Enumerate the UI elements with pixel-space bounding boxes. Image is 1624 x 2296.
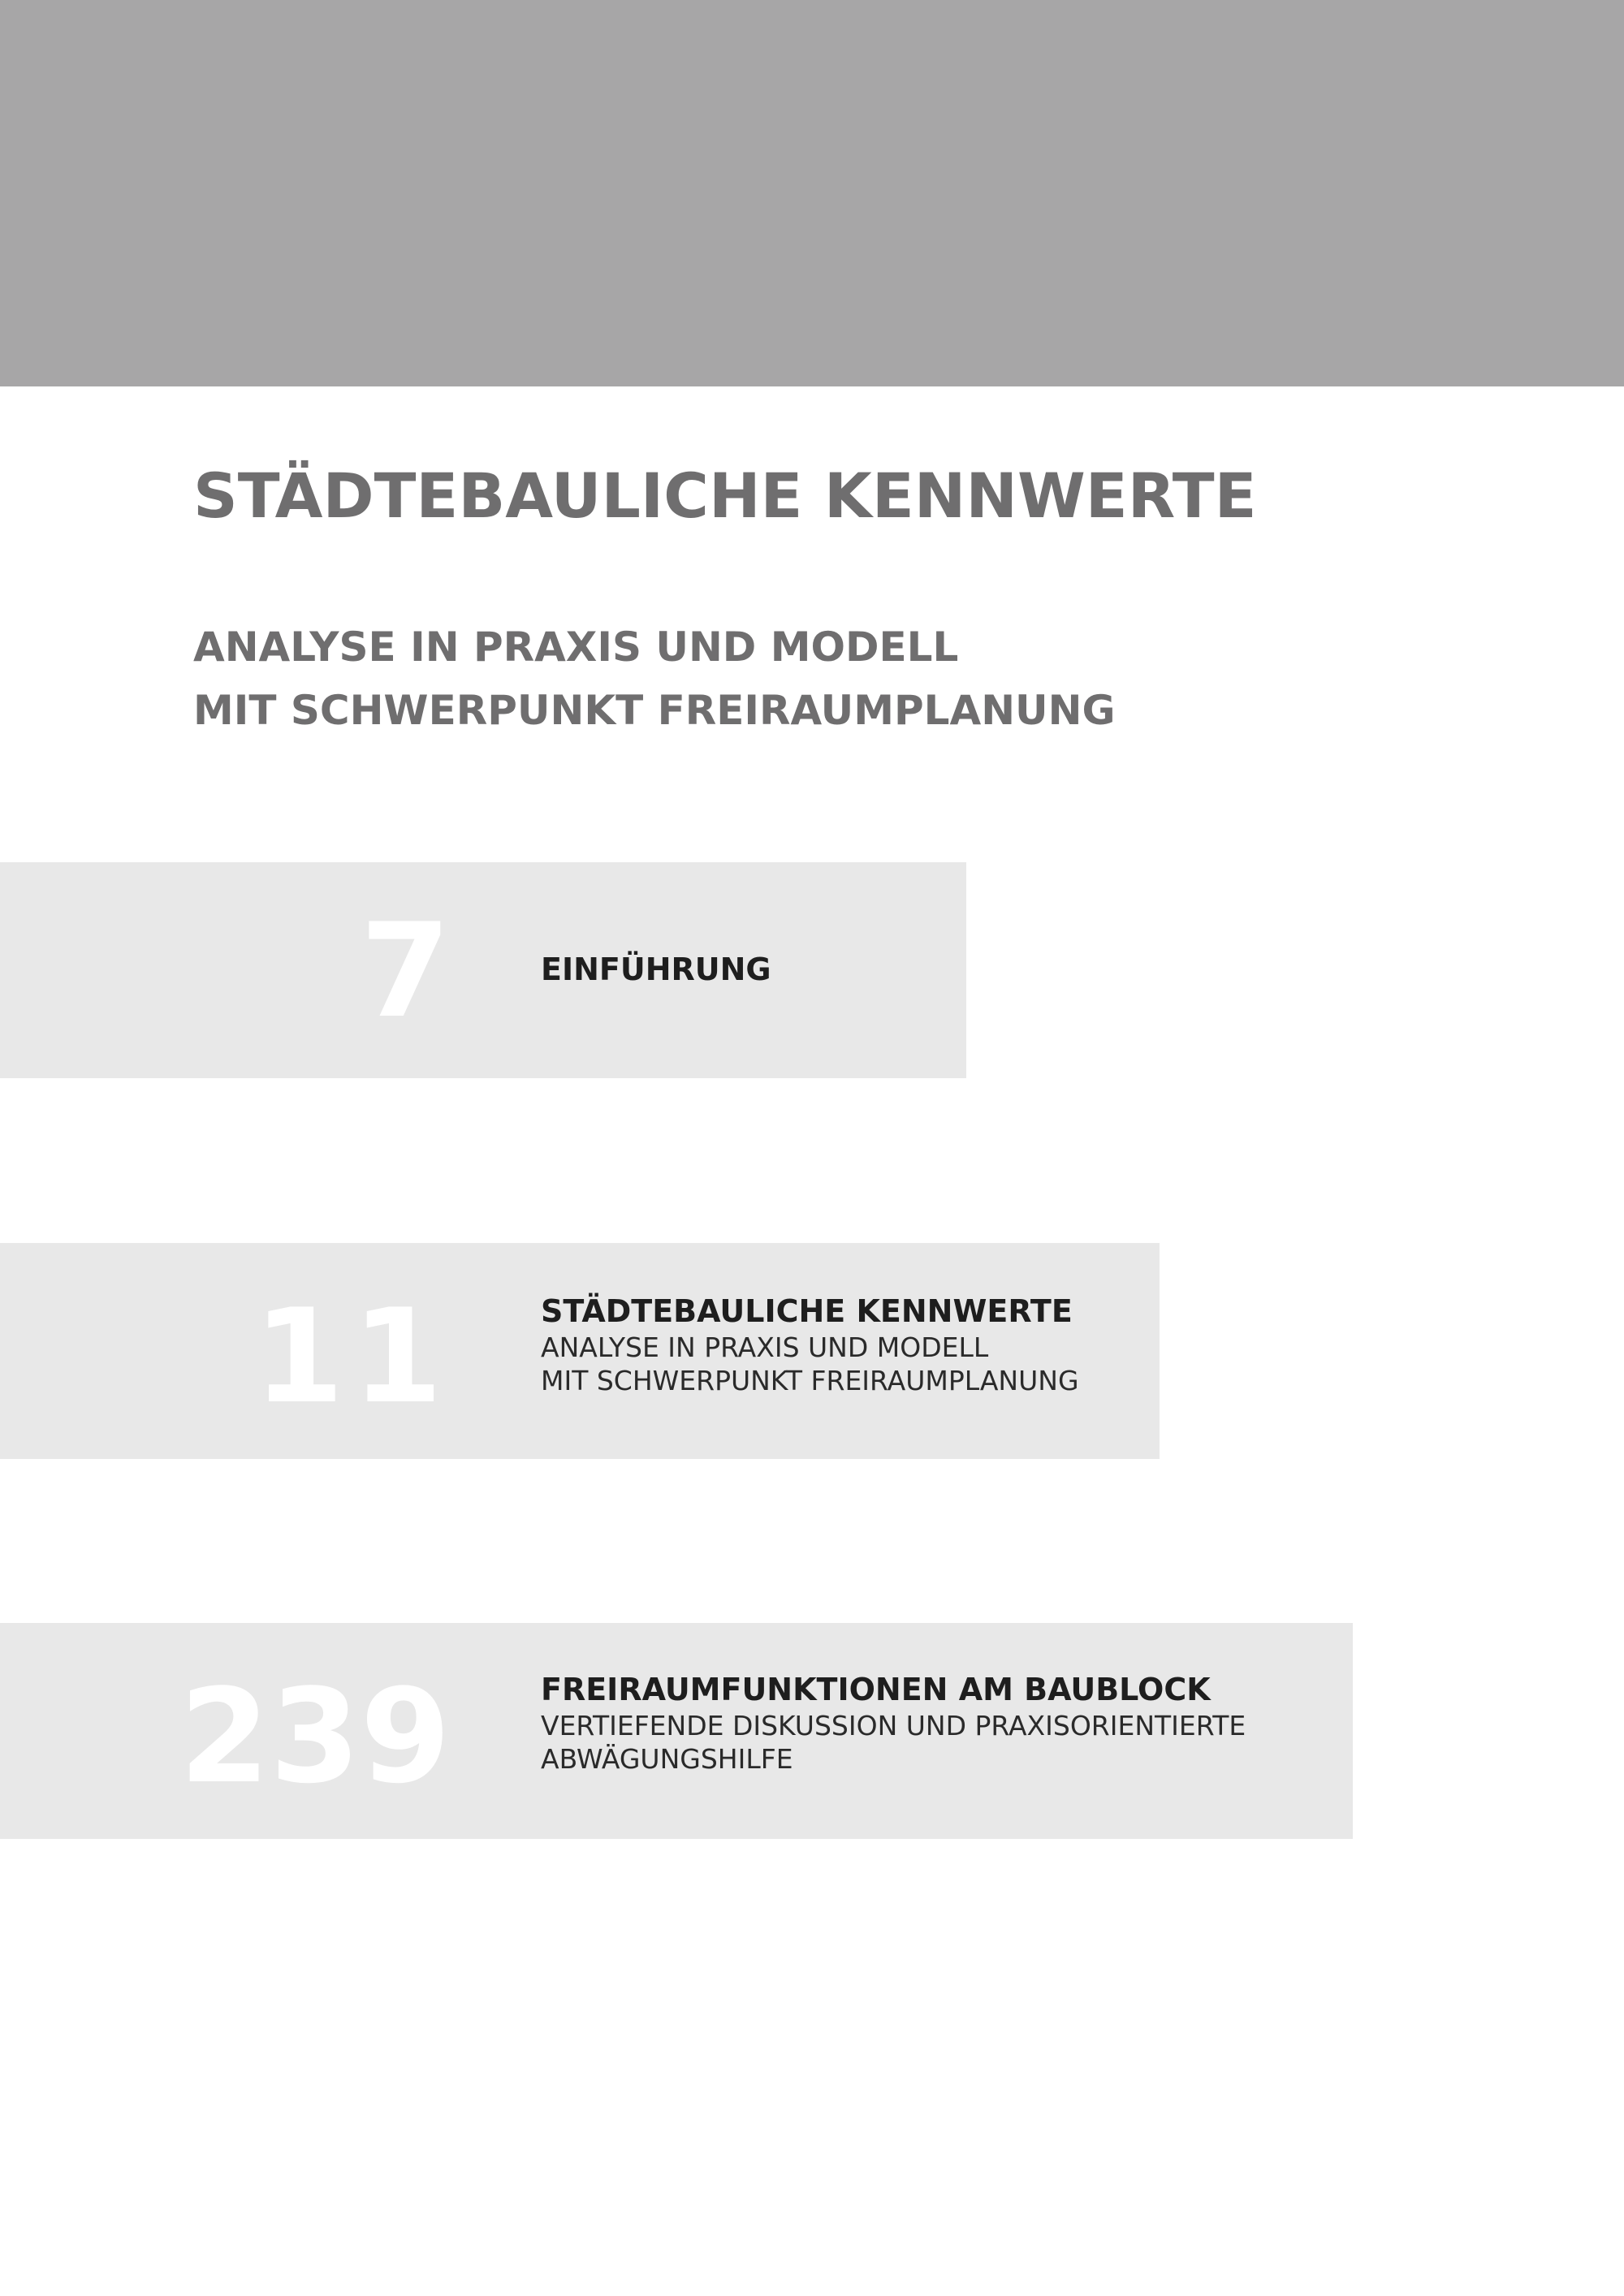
toc-entry-text <box>541 950 771 989</box>
toc-entry-freiraumfunktionen[interactable] <box>0 1623 1353 1839</box>
subtitle-line: MIT SCHWERPUNKT FREIRAUMPLANUNG <box>193 687 1116 734</box>
toc-entry-subline: MIT SCHWERPUNKT FREIRAUMPLANUNG <box>541 1365 1079 1396</box>
page-subtitle <box>193 615 1116 742</box>
toc-entry-subline: ANALYSE IN PRAXIS UND MODELL <box>541 1331 989 1363</box>
toc-entry-staedtebauliche-kennwerte[interactable] <box>0 1243 1160 1459</box>
toc-entry-heading: EINFÜHRUNG <box>541 952 771 987</box>
page-title: STÄDTEBAULICHE KENNWERTE <box>193 460 1257 532</box>
toc-entry-subline: ABWÄGUNGSHILFE <box>541 1743 793 1775</box>
toc-page-number: 11 <box>253 1280 451 1432</box>
toc-entry-text <box>541 1670 1246 1776</box>
toc-page-number: 7 <box>360 895 451 1047</box>
toc-entry-text <box>541 1292 1079 1397</box>
subtitle-line: ANALYSE IN PRAXIS UND MODELL <box>193 624 959 671</box>
toc-entry-subline: VERTIEFENDE DISKUSSION UND PRAXISORIENTIERTE <box>541 1710 1246 1741</box>
toc-entry-heading: FREIRAUMFUNKTIONEN AM BAUBLOCK <box>541 1672 1211 1707</box>
header-band <box>0 0 1624 386</box>
toc-entry-einfuehrung[interactable] <box>0 862 966 1078</box>
toc-entry-heading: STÄDTEBAULICHE KENNWERTE <box>541 1293 1073 1329</box>
toc-page-number: 239 <box>179 1660 451 1812</box>
